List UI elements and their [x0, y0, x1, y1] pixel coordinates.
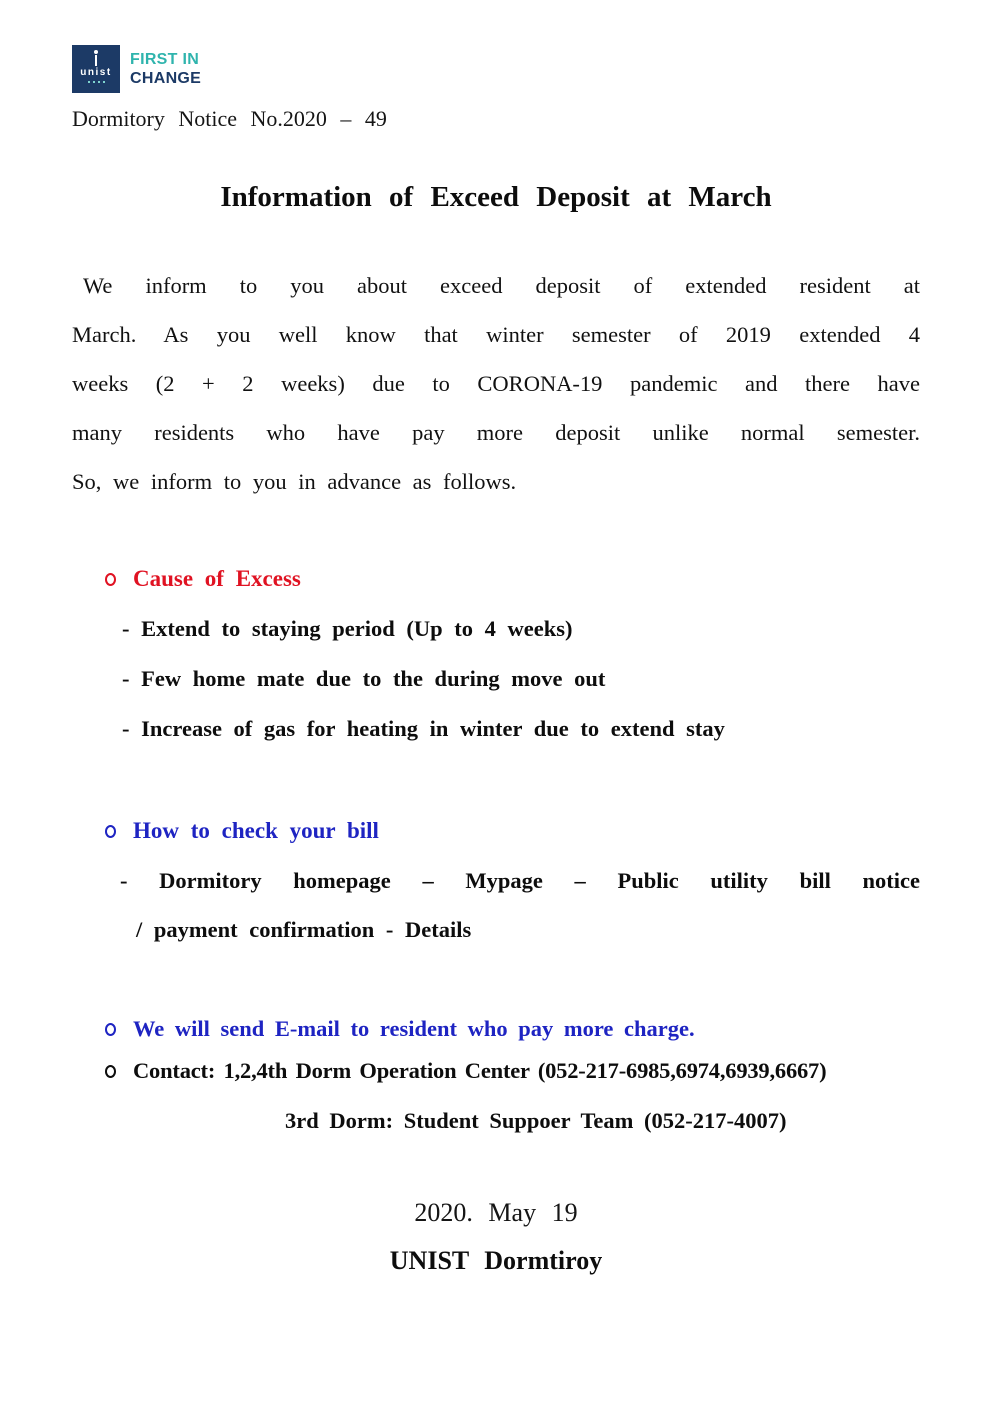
lighthouse-icon: [94, 50, 98, 54]
final-section: [72, 1012, 920, 1146]
logo-unist-text: unist: [80, 67, 112, 78]
intro-paragraph: [72, 261, 920, 506]
lighthouse-bar-icon: [95, 55, 97, 66]
email-notice-text: We will send E-mail to resident who pay more charge.: [133, 1016, 695, 1041]
text-line: - Extend to staying period (Up to 4 weeks): [122, 616, 573, 641]
how-items: [72, 856, 920, 954]
cause-items: [72, 604, 920, 754]
unist-logo: [72, 0, 992, 94]
text-line: So, we inform to you in advance as follows.: [72, 469, 517, 494]
unist-logo-mark: [72, 45, 120, 93]
contact-line-2: 3rd Dorm: Student Suppoer Team (052-217-4007): [285, 1108, 787, 1133]
text-line: - Increase of gas for heating in winter due to extend stay: [122, 716, 725, 741]
email-notice-line: [72, 1012, 920, 1046]
text-line: many residents who have pay more deposit unlike normal semester.: [72, 420, 920, 445]
circle-bullet-icon: [105, 573, 116, 586]
circle-bullet-icon: [105, 1023, 116, 1036]
logo-slogan-first-in: FIRST IN: [130, 51, 200, 68]
how-item-line: - Dormitory homepage – Mypage – Public utility bill notice: [120, 868, 920, 893]
section-heading-label: Cause of Excess: [133, 566, 301, 591]
section-heading-how-to-check-bill: [72, 814, 920, 848]
circle-bullet-icon: [105, 1065, 116, 1078]
logo-subtext-decoration: [79, 80, 113, 83]
section-heading-cause-of-excess: [72, 562, 920, 596]
contact-text: Contact: 1,2,4th Dorm Operation Center (052-217-6985,6974,6939,6667): [133, 1058, 827, 1083]
text-line: March. As you well know that winter semester of 2019 extended 4: [72, 322, 920, 347]
signature: UNIST Dormtiroy: [389, 1246, 603, 1275]
contact-line: [72, 1046, 920, 1096]
notice-date: 2020. May 19: [414, 1198, 578, 1227]
text-line: We inform to you about exceed deposit of extended resident at: [83, 273, 920, 298]
logo-slogan: [130, 50, 201, 88]
section-heading-label: How to check your bill: [133, 818, 379, 843]
page-title: Information of Exceed Deposit at March: [220, 181, 772, 213]
text-line: weeks (2 + 2 weeks) due to CORONA-19 pandemic and there have: [72, 371, 920, 396]
how-item-line: / payment confirmation - Details: [136, 917, 472, 942]
circle-bullet-icon: [105, 825, 116, 838]
notice-number: Dormitory Notice No.2020 – 49: [72, 106, 387, 131]
text-line: - Few home mate due to the during move out: [122, 666, 606, 691]
logo-slogan-change: CHANGE: [130, 70, 202, 87]
